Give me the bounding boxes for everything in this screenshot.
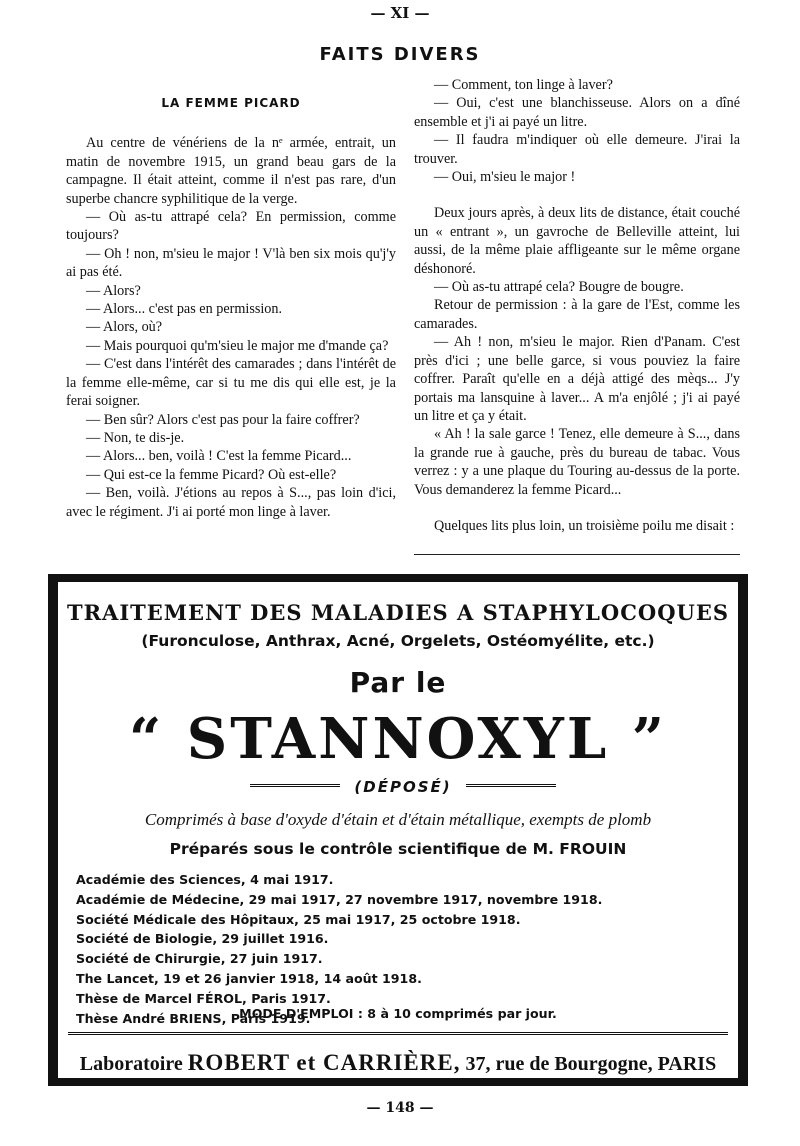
ad-dosage: MODE D'EMPLOI : 8 à 10 comprimés par jour.: [239, 1006, 557, 1021]
lab-address: 37, rue de Bourgogne, PARIS: [460, 1053, 717, 1075]
article-paragraph: Deux jours après, à deux lits de distance, était couché un « entrant », un gavroche de Belleville atteint, lui aussi, de la même plaie affligeante sur le même organe déshonoré.: [414, 205, 740, 277]
ad-double-rule: [68, 1032, 728, 1035]
ad-description: Comprimés à base d'oxyde d'étain et d'étain métallique, exempts de plomb: [144, 810, 652, 829]
article-paragraph: — Où as-tu attrapé cela? Bougre de bougre.: [434, 279, 684, 296]
ad-par-le: Par le: [349, 666, 447, 699]
article-paragraph: — Il faudra m'indiquer où elle demeure. J'irai la trouver.: [414, 132, 740, 167]
article-paragraph: Au centre de vénériens de la nᵉ armée, entrait, un matin de novembre 1915, un grand beau gars de la campagne. Il était atteint, comme il n'est pas rare, d'un superbe chancre syphilitique de la verge.: [66, 135, 396, 207]
ad-title: TRAITEMENT DES MALADIES A STAPHYLOCOQUES: [66, 600, 730, 625]
ad-brand-name: “ STANNOXYL ”: [129, 706, 667, 772]
article-left-column: [66, 94, 396, 521]
page-roman-numeral: — XI —: [370, 4, 430, 22]
article-paragraph: — C'est dans l'intérêt des camarades ; dans l'intérêt de la femme elle-même, car si tu me dis qui elle est, je la ferai soigner.: [66, 356, 396, 410]
double-rule-right: [466, 784, 556, 790]
article-paragraph: — Alors, où?: [86, 319, 163, 336]
ad-subtitle: (Furonculose, Anthrax, Acné, Orgelets, Ostéomyélite, etc.): [141, 632, 655, 650]
article-paragraph: — Alors?: [86, 282, 141, 299]
page-number: — 148 —: [366, 1100, 434, 1116]
article-paragraph: Quelques lits plus loin, un troisième poilu me disait :: [434, 517, 735, 534]
reference-item: Académie de Médecine, 29 mai 1917, 27 novembre 1917, novembre 1918.: [76, 891, 603, 907]
ad-depose-line: [238, 776, 568, 796]
section-title: FAITS DIVERS: [319, 44, 481, 65]
article-paragraph: — Mais pourquoi qu'm'sieu le major me d'mande ça?: [86, 337, 389, 354]
article-paragraph: — Ah ! non, m'sieu le major. Rien d'Panam. C'est près d'ici ; une belle garce, si vous pouviez la faire coffrer. Paraît qu'elle en a déjà attigé des mèqs... J'y portais ma lansquine à laver... A m'a enjôlé ; j'i ai payé un litre et ça y était.: [414, 334, 740, 424]
reference-item: The Lancet, 19 et 26 janvier 1918, 14 août 1918.: [76, 970, 422, 986]
reference-item: Société Médicale des Hôpitaux, 25 mai 1917, 25 octobre 1918.: [76, 911, 521, 927]
article-right-column: [414, 76, 740, 535]
article-title: LA FEMME PICARD: [161, 96, 301, 110]
article-paragraph: — Oui, m'sieu le major !: [434, 169, 576, 186]
article-paragraph: — Ben sûr? Alors c'est pas pour la faire coffrer?: [86, 411, 360, 428]
article-paragraph: — Alors... c'est pas en permission.: [86, 301, 283, 318]
stannoxyl-advertisement: [48, 574, 748, 1084]
reference-item: Société de Biologie, 29 juillet 1916.: [76, 931, 329, 947]
ad-prepared-by: Préparés sous le contrôle scientifique de M. FROUIN: [169, 840, 627, 858]
reference-item: Société de Chirurgie, 27 juin 1917.: [76, 951, 323, 967]
lab-name: ROBERT et CARRIÈRE,: [187, 1050, 461, 1075]
reference-item: Académie des Sciences, 4 mai 1917.: [76, 872, 334, 887]
double-rule-left: [250, 784, 340, 790]
paragraph-gap: [414, 499, 740, 517]
article-paragraph: — Qui est-ce la femme Picard? Où est-elle?: [86, 466, 337, 483]
article-paragraph: — Où as-tu attrapé cela? En permission, comme toujours?: [66, 209, 396, 244]
article-paragraph: — Non, te dis-je.: [86, 429, 185, 446]
article-paragraph: Retour de permission : à la gare de l'Est, comme les camarades.: [414, 297, 740, 332]
column-end-rule: [414, 554, 740, 555]
article-paragraph: — Ben, voilà. J'étions au repos à S..., pas loin d'ici, avec le régiment. J'i ai porté mon linge à laver.: [66, 485, 396, 520]
article-paragraph: — Oh ! non, m'sieu le major ! V'là ben six mois qu'j'y ai pas été.: [66, 245, 396, 281]
article-paragraph: — Oui, c'est une blanchisseuse. Alors on a dîné ensemble et j'i ai payé un litre.: [414, 95, 740, 130]
article-paragraph: — Comment, ton linge à laver?: [434, 77, 613, 93]
ad-bottom-border: [48, 1078, 748, 1086]
reference-item: Thèse de Marcel FÉROL, Paris 1917.: [76, 990, 331, 1006]
ad-depose: (DÉPOSÉ): [354, 777, 452, 796]
lab-prefix: Laboratoire: [79, 1053, 188, 1075]
ad-laboratory: [58, 1050, 738, 1076]
reference-item: Thèse André BRIENS, Paris 1919.: [76, 1010, 311, 1026]
paragraph-gap: [414, 186, 740, 204]
ad-references-list: [76, 870, 696, 1028]
article-paragraph: « Ah ! la sale garce ! Tenez, elle demeure à S..., dans la grande rue à gauche, près du bureau de tabac. Vous verrez : y a une plaque du Touring au-dessus de la porte. Vous demanderez la femme Picard...: [414, 426, 740, 498]
article-paragraph: — Alors... ben, voilà ! C'est la femme Picard...: [86, 448, 352, 465]
